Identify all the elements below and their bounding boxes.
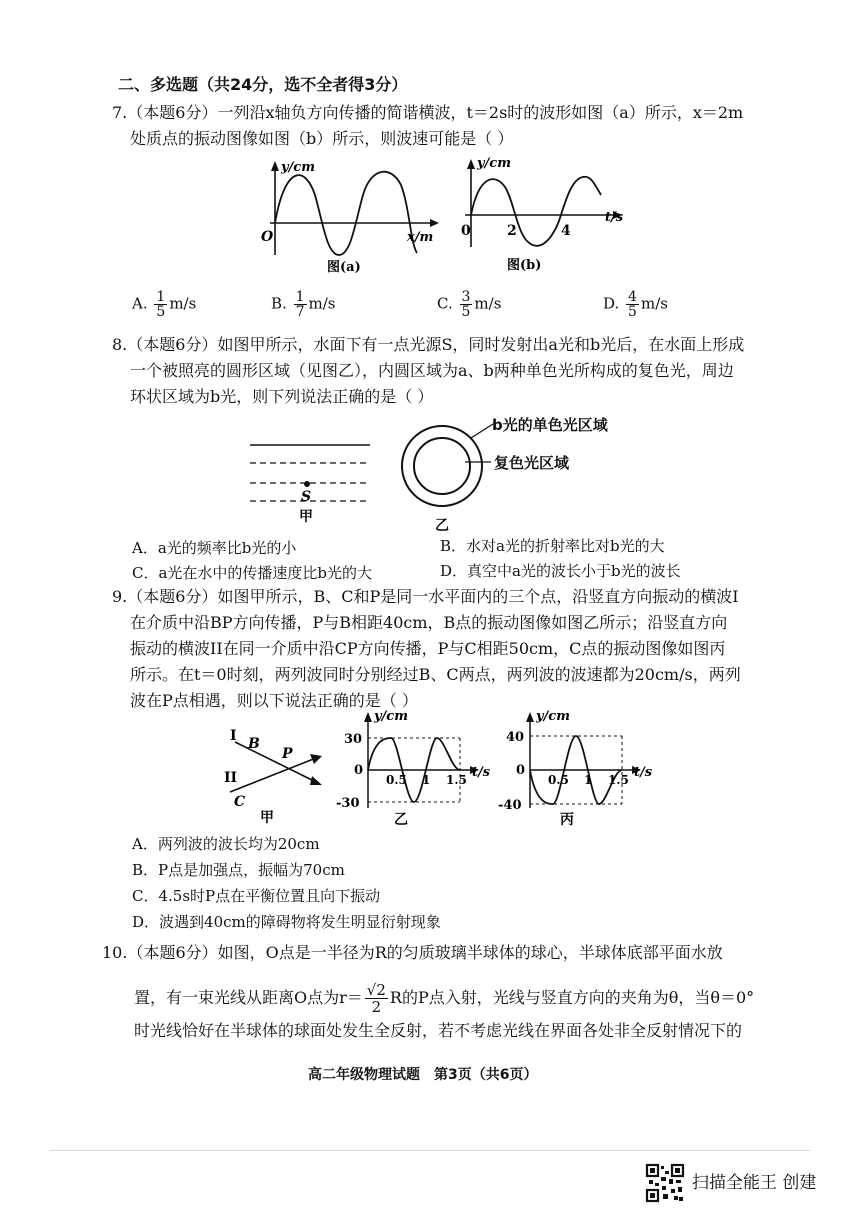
label-II: II: [224, 770, 238, 786]
label-P: P: [282, 746, 293, 762]
q9-bing-zero: 0: [516, 763, 526, 778]
fig-b-origin: 0: [461, 223, 471, 239]
q9-yi-t2: 1: [422, 773, 431, 787]
q9-bing-t1: 0.5: [548, 773, 569, 787]
q9-yi-ylabel: y/cm: [374, 709, 408, 724]
q9-option-d[interactable]: D．波遇到40cm的障碍物将发生明显衍射现象: [132, 913, 441, 931]
section-title: 二、多选题（共24分，选不全者得3分）: [118, 75, 408, 94]
q9-yi-zero: 0: [354, 763, 364, 778]
q8-option-a[interactable]: A．a光的频率比b光的小: [132, 539, 297, 557]
q9-yi-t3: 1.5: [446, 773, 467, 787]
fig-a-ylabel: y/cm: [281, 160, 315, 175]
q9-bing-xlabel: t/s: [634, 765, 653, 780]
fig-b-tick-4: 4: [561, 223, 571, 239]
q8-figure-jia: [245, 435, 380, 525]
caption-q9-jia: 甲: [260, 810, 274, 825]
q9-line2: 在介质中沿BP方向传播，P与B相距40cm，B点的振动图像如图乙所示；沿竖直方向: [130, 613, 728, 632]
q9-yi-bottom: -30: [336, 796, 360, 811]
q9-bing-bottom: -40: [498, 798, 522, 813]
footer-divider: [50, 1150, 810, 1151]
light-source-dot: [304, 481, 310, 487]
q10-line2: 置，有一束光线从距离O点为r＝ $\frac{√2}{2}$ R的P点入射，光线与竖直方向的夹角为θ，当θ＝0°: [134, 981, 755, 1016]
q9-bing-ylabel: y/cm: [536, 709, 570, 724]
q7-option-a[interactable]: A. $\frac{1}{5}$ m/s: [132, 289, 197, 320]
q9-option-c[interactable]: C．4.5s时P点在平衡位置且向下振动: [132, 887, 381, 905]
caption-yi: 乙: [435, 518, 449, 534]
q8-option-c[interactable]: C．a光在水中的传播速度比b光的大: [132, 564, 373, 582]
q8-line1: 8.（本题6分）如图甲所示，水面下有一点光源S，同时发射出a光和b光后，在水面上形成: [112, 335, 745, 354]
q8-option-d[interactable]: D．真空中a光的波长小于b光的波长: [440, 562, 681, 580]
q10-line1: 10.（本题6分）如图，O点是一半径为R的匀质玻璃半球体的球心，半球体底部平面水放: [102, 943, 723, 962]
q8-line2: 一个被照亮的圆形区域（见图乙），内圆区域为a、b两种单色光所构成的复色光，周边: [130, 361, 734, 380]
q7-figure-b: [455, 155, 635, 275]
watermark-text: 扫描全能王 创建: [692, 1173, 817, 1193]
q9-bing-t2: 1: [584, 773, 593, 787]
q7-option-c[interactable]: C. $\frac{3}{5}$ m/s: [437, 289, 502, 320]
fig-b-caption: 图(b): [507, 258, 542, 273]
fig-b-ylabel: y/cm: [477, 156, 511, 171]
qr-code-icon: [645, 1163, 685, 1203]
label-B: B: [248, 736, 260, 752]
q9-figure-yi: [330, 708, 490, 828]
q9-line3: 振动的横波II在同一介质中沿CP方向传播，P与C相距50cm，C点的振动图像如图丙: [130, 639, 726, 658]
q9-bing-t3: 1.5: [608, 773, 629, 787]
label-C: C: [234, 794, 246, 810]
label-I: I: [230, 728, 237, 744]
label-mixed-region: 复色光区域: [494, 454, 570, 472]
q9-option-b[interactable]: B．P点是加强点，振幅为70cm: [132, 861, 345, 879]
q9-yi-top: 30: [344, 732, 363, 747]
fig-b-tick-2: 2: [507, 223, 517, 239]
label-b-region: b光的单色光区域: [492, 416, 608, 434]
q7-line2: 处质点的振动图像如图（b）所示，则波速可能是（ ）: [130, 129, 514, 148]
q10-line3: 时光线恰好在半球体的球面处发生全反射，若不考虑光线在界面各处非全反射情况下的: [134, 1021, 743, 1040]
fig-a-xlabel: x/m: [407, 230, 434, 245]
q9-figure-jia: [220, 720, 330, 825]
q9-line1: 9.（本题6分）如图甲所示，B、C和P是同一水平面内的三个点，沿竖直方向振动的横波I: [112, 587, 739, 606]
caption-q9-yi: 乙: [394, 812, 408, 828]
fig-a-caption: 图(a): [327, 260, 361, 275]
page-footer: 高二年级物理试题 第3页（共6页）: [308, 1067, 538, 1083]
q9-figure-bing: [498, 708, 663, 828]
q7-option-d[interactable]: D. $\frac{4}{5}$ m/s: [603, 289, 668, 320]
q9-yi-xlabel: t/s: [472, 765, 490, 780]
q7-line1: 7.（本题6分）一列沿x轴负方向传播的简谐横波，t＝2s时的波形如图（a）所示，x＝2m: [112, 103, 744, 122]
q9-yi-t1: 0.5: [386, 773, 407, 787]
fig-b-xlabel: t/s: [605, 210, 624, 225]
caption-q9-bing: 丙: [560, 812, 574, 828]
caption-jia: 甲: [299, 509, 313, 525]
q9-bing-top: 40: [506, 730, 525, 745]
q9-option-a[interactable]: A．两列波的波长均为20cm: [132, 835, 320, 853]
fig-a-origin: O: [261, 229, 274, 245]
q8-option-b[interactable]: B．水对a光的折射率比对b光的大: [440, 537, 665, 555]
q9-line4: 所示。在t＝0时刻，两列波同时分别经过B、C两点，两列波的波速都为20cm/s，两列: [130, 665, 741, 684]
q9-line5: 波在P点相遇，则以下说法正确的是（ ）: [130, 691, 418, 710]
label-s: S: [301, 489, 312, 505]
q7-figure-a: [255, 155, 445, 275]
q7-option-b[interactable]: B. $\frac{1}{7}$ m/s: [271, 289, 336, 320]
q8-line3: 环状区域为b光，则下列说法正确的是（ ）: [130, 387, 434, 406]
